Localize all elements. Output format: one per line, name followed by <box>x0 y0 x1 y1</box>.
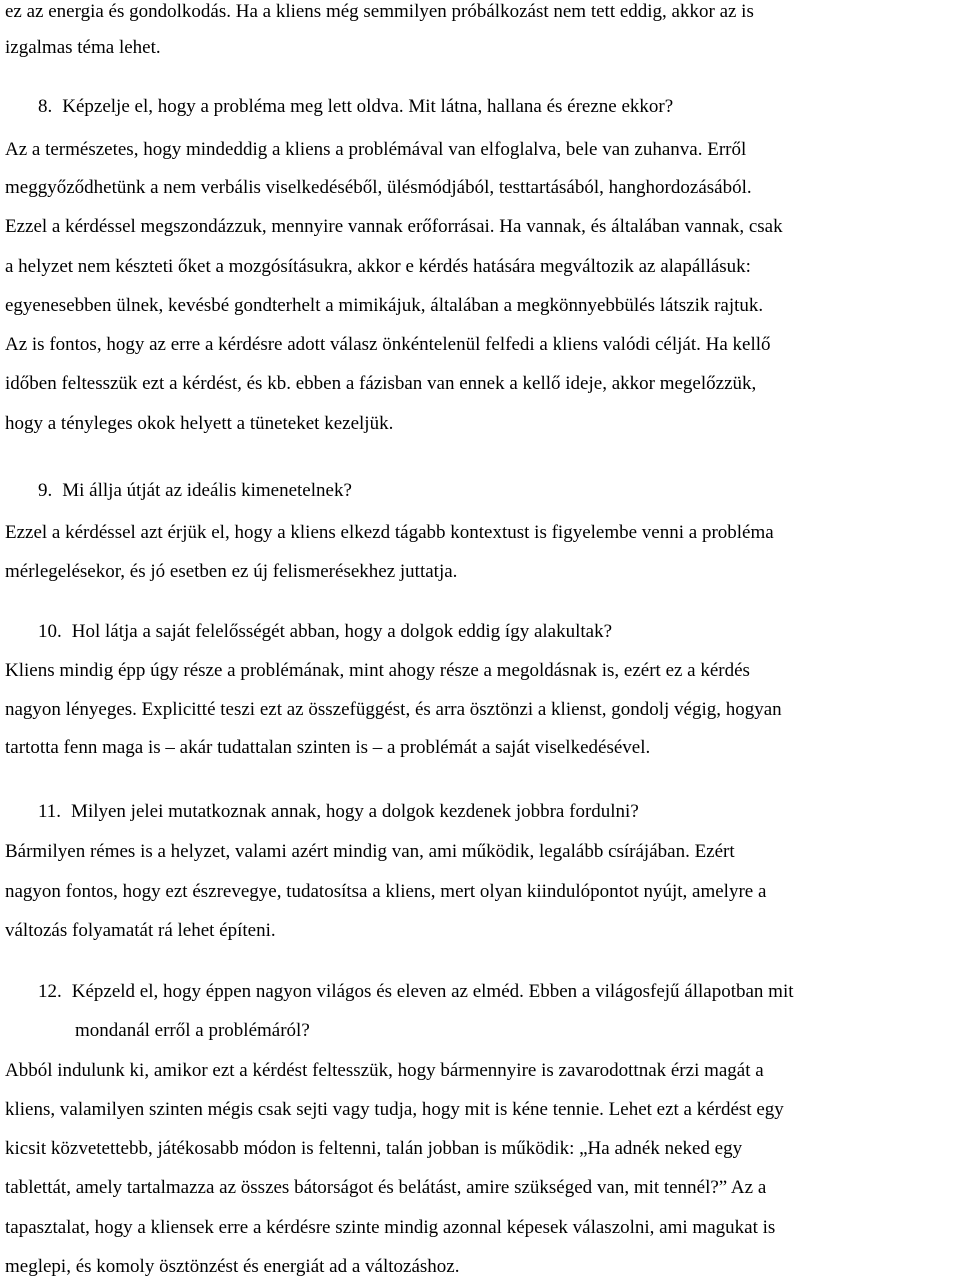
body-text-line: kliens, valamilyen szinten mégis csak sejti vagy tudja, hogy mit is kéne tennie. Lehet ezt a kérdést egy <box>5 1099 784 1120</box>
body-text-line: Az a természetes, hogy mindeddig a kliens a problémával van elfoglalva, bele van zuhanva. Erről <box>5 139 747 160</box>
question-heading-9 <box>38 479 352 503</box>
body-text-line: változás folyamatát rá lehet építeni. <box>5 920 276 941</box>
body-text-line: tartotta fenn maga is – akár tudattalan szinten is – a problémát a saját viselkedésével. <box>5 737 651 758</box>
body-text-line: kicsit közvetettebb, játékosabb módon is feltenni, talán jobban is működik: „Ha adnék neked egy <box>5 1138 743 1159</box>
question-number: 11. <box>38 801 62 822</box>
question-heading-11 <box>38 800 639 824</box>
body-text-line: nagyon fontos, hogy ezt észrevegye, tudatosítsa a kliens, mert olyan kiindulópontot nyújt, amelyre a <box>5 881 767 902</box>
body-text-line: Az is fontos, hogy az erre a kérdésre adott válasz önkéntelenül felfedi a kliens valódi célját. Ha kellő <box>5 334 771 355</box>
body-text-line: Kliens mindig épp úgy része a problémának, mint ahogy része a megoldásnak is, ezért ez a kérdés <box>5 660 750 681</box>
body-text-line: Bármilyen rémes is a helyzet, valami azért mindig van, ami működik, legalább csírájában. Ezért <box>5 841 735 862</box>
body-text-line: időben feltesszük ezt a kérdést, és kb. ebben a fázisban van ennek a kellő ideje, akkor megelőzzük, <box>5 373 757 394</box>
question-text: Milyen jelei mutatkoznak annak, hogy a dolgok kezdenek jobbra fordulni? <box>71 801 639 822</box>
question-text: Képzeld el, hogy éppen nagyon világos és eleven az elméd. Ebben a világosfejű állapotban mit <box>71 981 794 1002</box>
body-text-line: nagyon lényeges. Explicitté teszi ezt az összefüggést, és arra ösztönzi a klienst, gondolj végig, hogyan <box>5 699 782 720</box>
body-text-line: a helyzet nem készteti őket a mozgósításukra, akkor e kérdés hatására megváltozik az alapállásuk: <box>5 256 751 277</box>
question-number: 12. <box>38 981 62 1002</box>
question-number: 10. <box>38 621 62 642</box>
body-text-line: meggyőződhetünk a nem verbális viselkedéséből, ülésmódjából, testtartásából, hanghordozásából. <box>5 177 752 198</box>
body-text-line: Ezzel a kérdéssel megszondázzuk, mennyire vannak erőforrásai. Ha vannak, és általában vannak, csak <box>5 216 783 237</box>
body-text-line: tapasztalat, hogy a kliensek erre a kérdésre szinte mindig azonnal képesek válaszolni, ami magukat is <box>5 1217 776 1238</box>
question-heading-10 <box>38 620 612 644</box>
body-text-line: Ezzel a kérdéssel azt érjük el, hogy a kliens elkezd tágabb kontextust is figyelembe venni a probléma <box>5 522 774 543</box>
question-number: 9. <box>38 480 53 501</box>
question-text-continuation: mondanál erről a problémáról? <box>75 1020 310 1041</box>
question-text: Képzelje el, hogy a probléma meg lett oldva. Mit látna, hallana és érezne ekkor? <box>62 96 674 117</box>
body-text-line: Abból indulunk ki, amikor ezt a kérdést feltesszük, hogy bármennyire is zavarodottnak érzi magát a <box>5 1060 764 1081</box>
body-text-line: egyenesebben ülnek, kevésbé gondterhelt a mimikájuk, általában a megkönnyebbülés látszik rajtuk. <box>5 295 764 316</box>
question-text: Mi állja útját az ideális kimenetelnek? <box>62 480 352 501</box>
body-text-line: tablettát, amely tartalmazza az összes bátorságot és belátást, amire szükséged van, mit tennél?” Az a <box>5 1177 767 1198</box>
question-number: 8. <box>38 96 53 117</box>
question-text: Hol látja a saját felelősségét abban, hogy a dolgok eddig így alakultak? <box>71 621 613 642</box>
body-text-line: meglepi, és komoly ösztönzést és energiát ad a változáshoz. <box>5 1256 460 1277</box>
body-text-line: hogy a tényleges okok helyett a tüneteket kezeljük. <box>5 413 394 434</box>
question-heading-8 <box>38 95 673 119</box>
body-text-line: ez az energia és gondolkodás. Ha a kliens még semmilyen próbálkozást nem tett eddig, akkor az is <box>5 1 754 22</box>
question-heading-12 <box>38 980 794 1004</box>
body-text-line: mérlegelésekor, és jó esetben ez új felismerésekhez juttatja. <box>5 561 458 582</box>
body-text-line: izgalmas téma lehet. <box>5 37 161 58</box>
